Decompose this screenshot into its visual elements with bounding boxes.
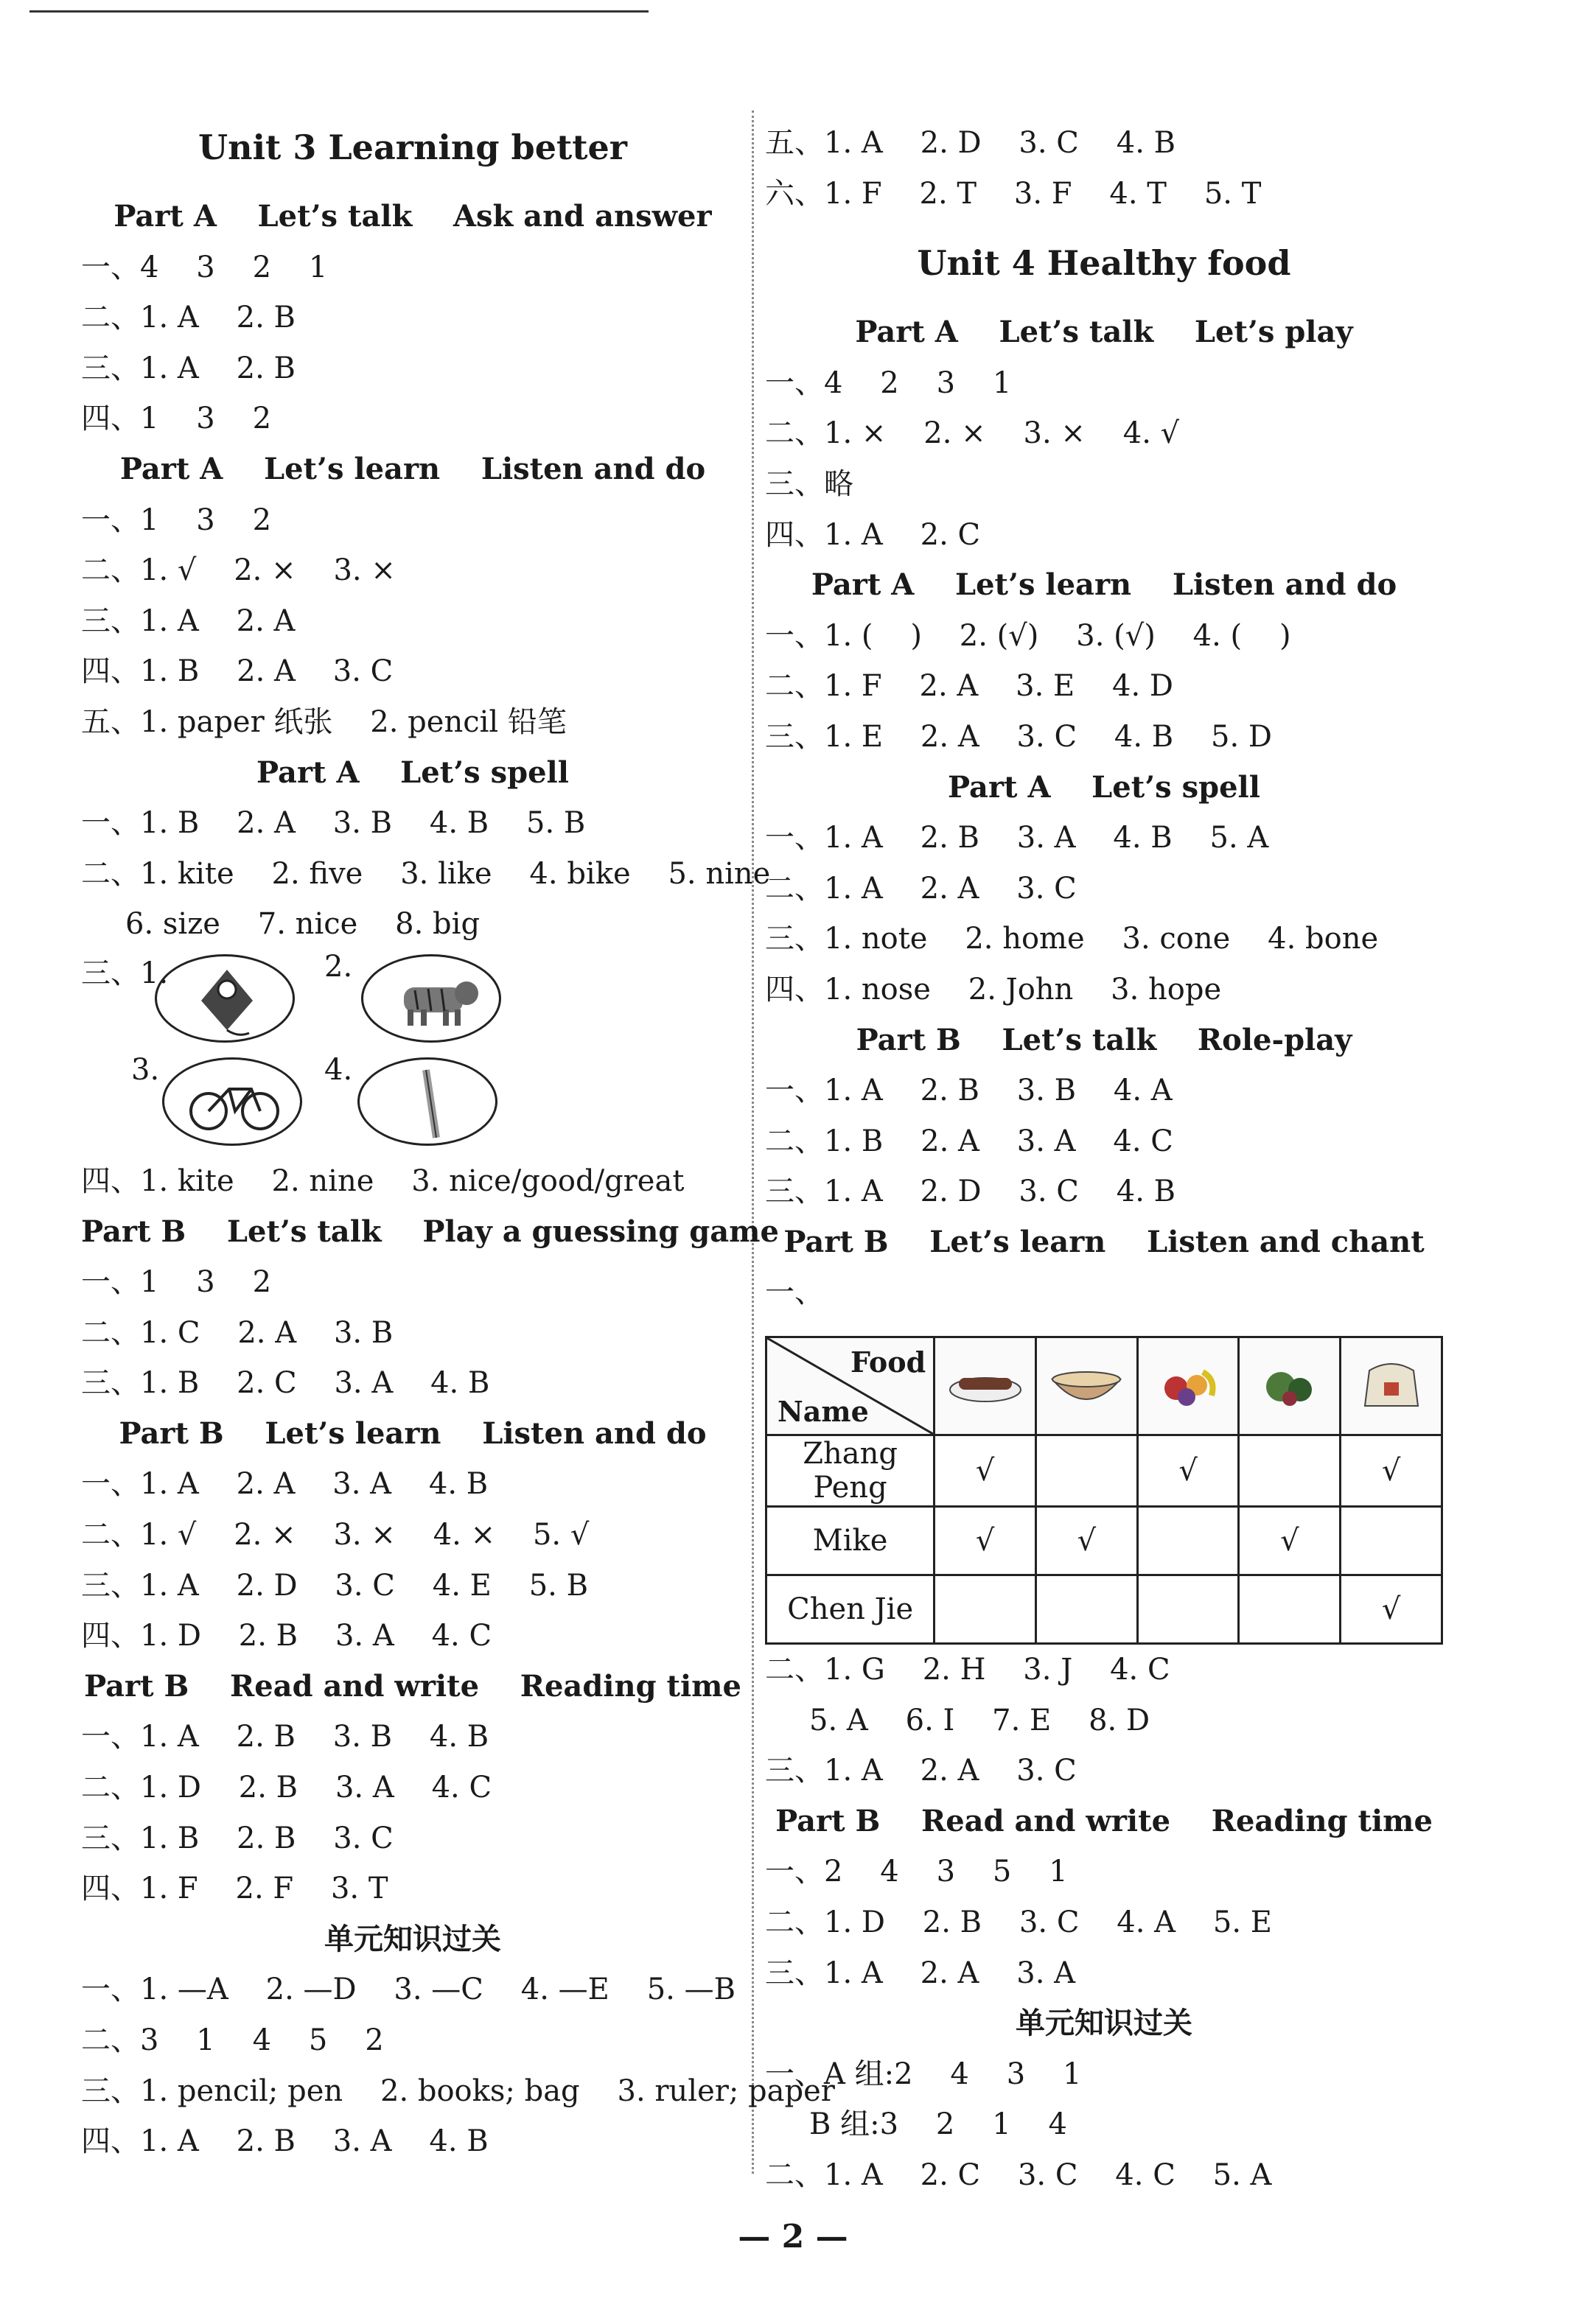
table-row xyxy=(766,1507,1442,1575)
food-table-corner-cell xyxy=(766,1337,935,1435)
picture-label: 三、1. xyxy=(81,956,169,990)
answer-line: 一、2 4 3 5 1 xyxy=(765,1855,1068,1889)
table-cell xyxy=(1035,1435,1137,1507)
header-food-label: Food xyxy=(850,1345,926,1379)
table-cell xyxy=(1239,1435,1341,1507)
table-cell xyxy=(1137,1575,1239,1644)
section-heading: 单元知识过关 xyxy=(1016,2006,1192,2041)
section-heading: Part A Let’s learn Listen and do xyxy=(119,451,706,486)
food-table-header-row xyxy=(766,1337,1442,1435)
answer-line: 二、1. A 2. C 3. C 4. C 5. A xyxy=(765,2158,1272,2192)
answer-line: 一、 xyxy=(765,1275,824,1310)
right-column xyxy=(765,118,1443,2201)
answer-line: 一、1. A 2. B 3. B 4. B xyxy=(81,1720,489,1754)
answer-line: 一、1. ( ) 2. (√) 3. (√) 4. ( ) xyxy=(765,618,1291,653)
table-cell xyxy=(1035,1575,1137,1644)
pencil-picture xyxy=(357,1057,497,1146)
answer-line: 一、1. A 2. B 3. B 4. A xyxy=(765,1074,1173,1108)
answer-line: 四、1. A 2. C xyxy=(765,517,981,552)
answer-line: 二、1. kite 2. five 3. like 4. bike 5. nine xyxy=(81,856,771,891)
answer-line: 二、1. B 2. A 3. A 4. C xyxy=(765,1124,1173,1158)
table-cell: √ xyxy=(935,1435,1036,1507)
food-table xyxy=(765,1336,1443,1645)
answer-line: 二、1. D 2. B 3. C 4. A 5. E xyxy=(765,1905,1272,1940)
answer-line: 二、1. A 2. A 3. C xyxy=(765,871,1077,906)
answer-line: 三、1. A 2. A 3. C xyxy=(765,1754,1077,1788)
section-heading: Part B Let’s talk Play a guessing game xyxy=(81,1214,779,1249)
answer-line: 二、3 1 4 5 2 xyxy=(81,2023,384,2057)
answer-line: 二、1. F 2. A 3. E 4. D xyxy=(765,669,1174,704)
top-rule xyxy=(29,10,649,13)
table-cell: √ xyxy=(1239,1507,1341,1575)
picture-answers-row-2 xyxy=(81,1053,744,1156)
section-heading: Part A Let’s talk Ask and answer xyxy=(113,199,712,234)
answer-line: 二、1. × 2. × 3. × 4. √ xyxy=(765,416,1180,451)
picture-label: 2. xyxy=(324,949,353,984)
answer-line: 四、1. A 2. B 3. A 4. B xyxy=(81,2124,489,2159)
answer-line: 三、1. A 2. A xyxy=(81,603,296,638)
picture-answers-row-1 xyxy=(81,950,744,1053)
table-cell xyxy=(1341,1507,1442,1575)
answer-line: 一、1 3 2 xyxy=(81,1265,272,1300)
section-heading: Part A Let’s spell xyxy=(948,769,1260,805)
answer-line: 三、1. E 2. A 3. C 4. B 5. D xyxy=(765,719,1272,754)
table-cell xyxy=(935,1575,1036,1644)
table-cell: √ xyxy=(1341,1435,1442,1507)
answer-line: 一、1. A 2. B 3. A 4. B 5. A xyxy=(765,821,1269,855)
food-soup-picture xyxy=(1035,1337,1137,1435)
answer-line: 四、1. B 2. A 3. C xyxy=(81,654,394,689)
table-cell: √ xyxy=(935,1507,1036,1575)
answer-line: 五、1. A 2. D 3. C 4. B xyxy=(765,126,1176,160)
answer-line: 三、略 xyxy=(765,466,853,501)
answer-line: 一、1. B 2. A 3. B 4. B 5. B xyxy=(81,806,586,841)
header-name-label: Name xyxy=(778,1395,869,1429)
answer-line: 三、1. B 2. B 3. C xyxy=(81,1821,394,1855)
section-heading: Part B Read and write Reading time xyxy=(84,1668,741,1704)
table-cell-name: Chen Jie xyxy=(766,1575,935,1644)
picture-label: 4. xyxy=(324,1052,353,1087)
table-cell-name: Zhang Peng xyxy=(766,1435,935,1507)
section-heading: Part B Read and write Reading time xyxy=(775,1803,1433,1838)
answer-line: 二、1. G 2. H 3. J 4. C xyxy=(765,1653,1170,1687)
table-cell: √ xyxy=(1137,1435,1239,1507)
answer-line: 二、1. A 2. B xyxy=(81,301,296,335)
answer-line: 一、4 3 2 1 xyxy=(81,250,328,284)
unit-4-title: Unit 4 Healthy food xyxy=(917,243,1291,284)
answer-line: 三、1. A 2. B xyxy=(81,351,296,385)
section-heading: Part A Let’s spell xyxy=(256,755,569,790)
table-cell xyxy=(1137,1507,1239,1575)
answer-line: 三、1. A 2. D 3. C 4. E 5. B xyxy=(81,1568,588,1603)
answer-line: 四、1 3 2 xyxy=(81,402,272,436)
section-heading: 单元知识过关 xyxy=(324,1921,501,1956)
answer-line: 五、1. paper 纸张 2. pencil 铅笔 xyxy=(81,704,567,739)
answer-line: 二、1. √ 2. × 3. × xyxy=(81,553,396,588)
section-heading: Part B Let’s learn Listen and chant xyxy=(783,1224,1425,1259)
answer-line: 三、1. A 2. D 3. C 4. B xyxy=(765,1175,1176,1209)
table-cell-name: Mike xyxy=(766,1507,935,1575)
answer-line: 四、1. kite 2. nine 3. nice/good/great xyxy=(81,1163,685,1198)
section-heading: Part B Let’s learn Listen and do xyxy=(119,1415,707,1451)
answer-line: 三、1. pencil; pen 2. books; bag 3. ruler; paper xyxy=(81,2073,835,2108)
food-fruit-picture xyxy=(1137,1337,1239,1435)
answer-line: B 组:3 2 1 4 xyxy=(809,2107,1067,2142)
food-rice-picture xyxy=(1341,1337,1442,1435)
section-heading: Part A Let’s learn Listen and do xyxy=(811,567,1397,603)
answer-line: 四、1. F 2. F 3. T xyxy=(81,1872,388,1906)
answer-line: 三、1. A 2. A 3. A xyxy=(765,1956,1076,1990)
answer-line: 四、1. D 2. B 3. A 4. C xyxy=(81,1619,492,1653)
table-cell xyxy=(1239,1575,1341,1644)
answer-line: 二、1. √ 2. × 3. × 4. × 5. √ xyxy=(81,1518,590,1553)
food-vegetables-picture xyxy=(1239,1337,1341,1435)
bike-picture xyxy=(162,1057,302,1146)
tiger-picture xyxy=(361,954,501,1043)
answer-line: 6. size 7. nice 8. big xyxy=(125,907,481,942)
food-sausage-picture xyxy=(935,1337,1036,1435)
answer-line: 四、1. nose 2. John 3. hope xyxy=(765,972,1222,1007)
answer-line: 三、1. note 2. home 3. cone 4. bone xyxy=(765,922,1379,956)
answer-line: 三、1. B 2. C 3. A 4. B xyxy=(81,1366,490,1401)
section-heading: Part A Let’s talk Let’s play xyxy=(855,315,1353,350)
page-number: — 2 — xyxy=(738,2218,848,2255)
section-heading: Part B Let’s talk Role-play xyxy=(856,1022,1352,1057)
column-divider xyxy=(752,111,754,2174)
answer-line: 一、A 组:2 4 3 1 xyxy=(765,2057,1082,2091)
table-cell: √ xyxy=(1035,1507,1137,1575)
unit-3-title: Unit 3 Learning better xyxy=(198,127,627,167)
answer-line: 二、1. D 2. B 3. A 4. C xyxy=(81,1771,492,1805)
answer-line: 二、1. C 2. A 3. B xyxy=(81,1315,394,1350)
table-row xyxy=(766,1575,1442,1644)
answer-line: 一、1 3 2 xyxy=(81,503,272,537)
kite-picture xyxy=(155,954,295,1043)
answer-line: 六、1. F 2. T 3. F 4. T 5. T xyxy=(765,176,1262,211)
table-cell: √ xyxy=(1341,1575,1442,1644)
answer-line: 一、1. —A 2. —D 3. —C 4. —E 5. —B xyxy=(81,1973,736,2007)
answer-line: 一、4 2 3 1 xyxy=(765,365,1012,400)
answer-line: 5. A 6. I 7. E 8. D xyxy=(809,1703,1150,1737)
table-row xyxy=(766,1435,1442,1507)
answer-line: 一、1. A 2. A 3. A 4. B xyxy=(81,1467,489,1502)
picture-label: 3. xyxy=(131,1052,160,1087)
